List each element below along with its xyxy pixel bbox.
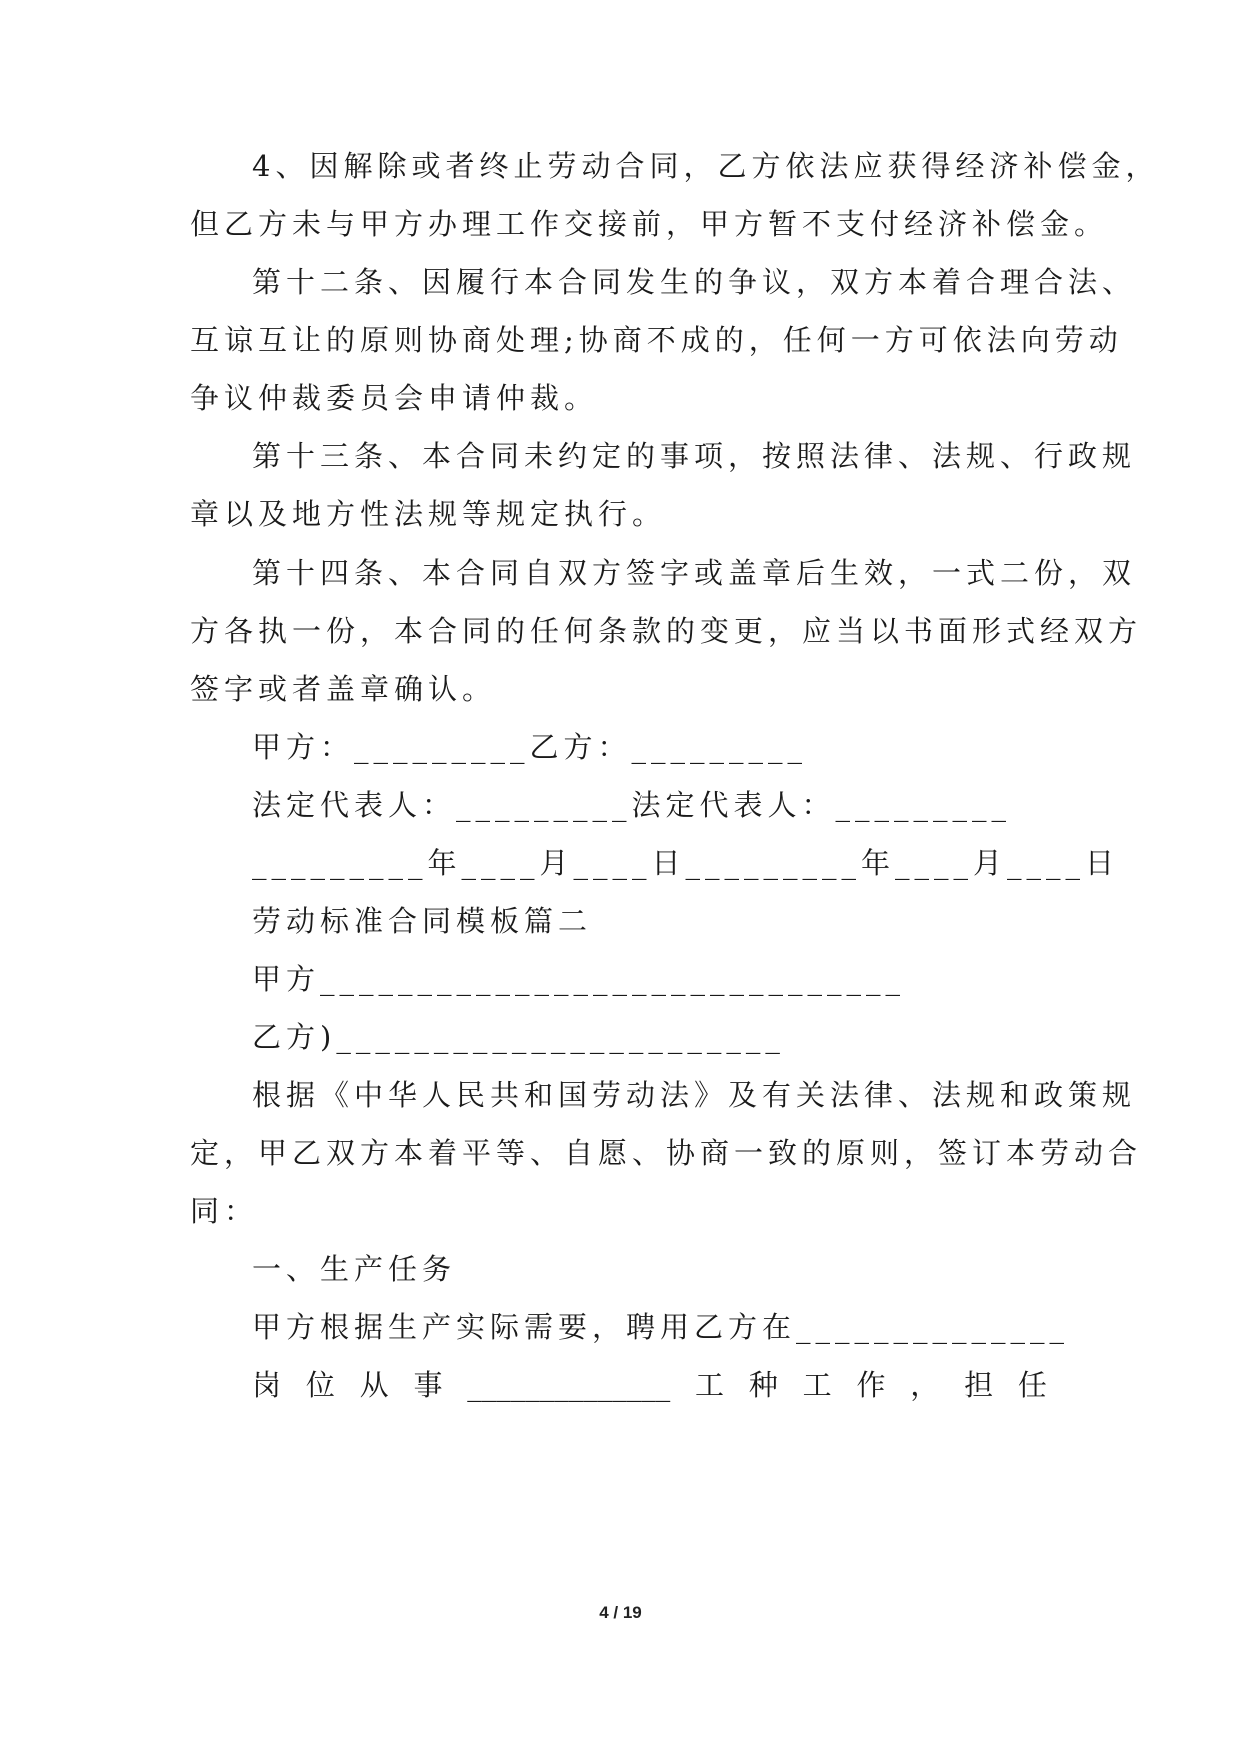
party-b-line: 乙方)_______________________ — [252, 1020, 785, 1054]
paragraph-line: 第十三条、本合同未约定的事项，按照法律、法规、行政规 — [252, 439, 1137, 473]
signature-parties-line: 甲方：_________乙方：_________ — [252, 730, 808, 764]
paragraph-line: 4、因解除或者终止劳动合同，乙方依法应获得经济补偿金， — [252, 149, 1160, 183]
char: 担 — [964, 1368, 994, 1402]
paragraph-line: 互谅互让的原则协商处理;协商不成的，任何一方可依法向劳动 — [190, 323, 1123, 357]
paragraph-line: 同： — [190, 1194, 259, 1228]
paragraph-line: 根据《中华人民共和国劳动法》及有关法律、法规和政策规 — [252, 1078, 1137, 1112]
party-a-line: 甲方______________________________ — [252, 962, 906, 996]
paragraph-line: 第十四条、本合同自双方签字或盖章后生效，一式二份，双 — [252, 556, 1137, 590]
paragraph-line: 签字或者盖章确认。 — [190, 672, 497, 706]
char: 种 — [748, 1368, 778, 1402]
paragraph-line: 章以及地方性法规等规定执行。 — [190, 497, 667, 531]
justified-paragraph-line — [252, 1365, 1047, 1405]
paragraph-line: 甲方根据生产实际需要，聘用乙方在______________ — [252, 1310, 1070, 1344]
char: ， — [910, 1368, 940, 1402]
paragraph-line: 定，甲乙双方本着平等、自愿、协商一致的原则，签订本劳动合 — [190, 1136, 1143, 1170]
char: 工 — [802, 1368, 832, 1402]
char: 作 — [856, 1368, 886, 1402]
section-title: 劳动标准合同模板篇二 — [252, 904, 593, 938]
char: 任 — [1017, 1368, 1047, 1402]
char: 事 — [413, 1368, 443, 1402]
paragraph-line: 第十二条、因履行本合同发生的争议，双方本着合理合法、 — [252, 265, 1137, 299]
char: 从 — [359, 1368, 389, 1402]
signature-dates-line: _________年____月____日_________年____月____日 — [252, 846, 1120, 880]
signature-representatives-line: 法定代表人：_________法定代表人：_________ — [252, 788, 1012, 822]
paragraph-line: 方各执一份，本合同的任何条款的变更，应当以书面形式经双方 — [190, 614, 1143, 648]
char: 岗 — [252, 1368, 282, 1402]
char: 工 — [695, 1368, 725, 1402]
blank-field: ______________ — [467, 1368, 671, 1402]
char: 位 — [305, 1368, 335, 1402]
paragraph-line: 但乙方未与甲方办理工作交接前，甲方暂不支付经济补偿金。 — [190, 207, 1109, 241]
paragraph-line: 争议仲裁委员会申请仲裁。 — [190, 381, 599, 415]
page-number: 4 / 19 — [599, 1603, 642, 1622]
heading-production-task: 一、生产任务 — [252, 1252, 457, 1286]
